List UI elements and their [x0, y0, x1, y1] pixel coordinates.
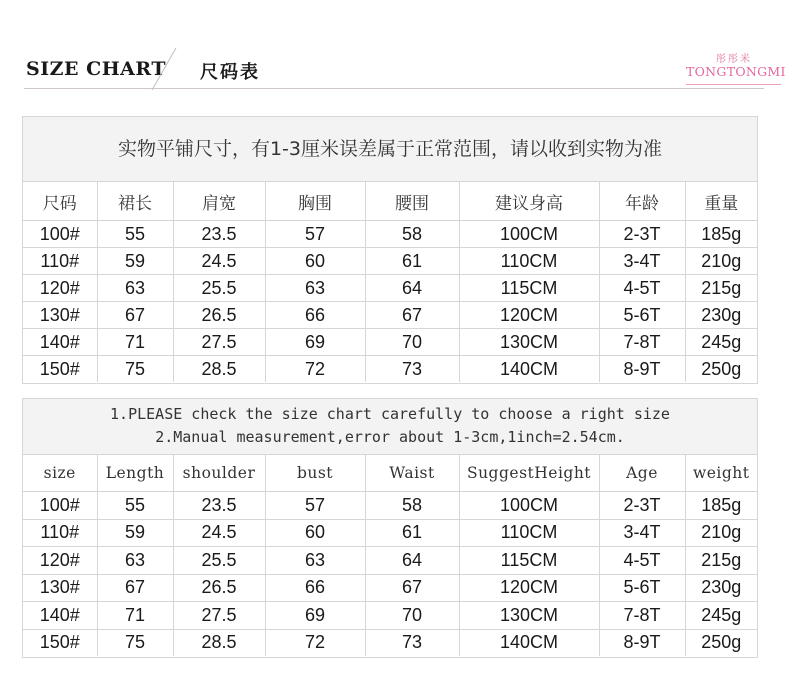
table-cell: 67	[97, 302, 173, 329]
table-row	[23, 629, 757, 656]
brand-underline	[686, 84, 781, 85]
table-row	[23, 574, 757, 602]
table-cell: 230g	[685, 574, 757, 602]
table-cell: 72	[265, 356, 365, 383]
table-cell: 2-3T	[599, 492, 685, 520]
table-cell: 64	[365, 275, 459, 302]
table-cell: 57	[265, 221, 365, 248]
table-cell: 130#	[23, 574, 97, 602]
table-cell: 70	[365, 602, 459, 630]
table-row	[23, 221, 757, 248]
table-header-row	[23, 182, 757, 221]
column-header: size	[23, 455, 97, 492]
table-cell: 3-4T	[599, 519, 685, 547]
column-header: Waist	[365, 455, 459, 492]
table-cell: 245g	[685, 329, 757, 356]
table-cell: 150#	[23, 629, 97, 656]
table-cell: 63	[265, 275, 365, 302]
table-row	[23, 519, 757, 547]
table-cell: 73	[365, 356, 459, 383]
table-cell: 185g	[685, 221, 757, 248]
table-cell: 3-4T	[599, 248, 685, 275]
column-header: Age	[599, 455, 685, 492]
table-body	[23, 221, 757, 383]
table-row	[23, 602, 757, 630]
table-cell: 63	[97, 547, 173, 575]
table-cell: 215g	[685, 275, 757, 302]
table-cell: 57	[265, 492, 365, 520]
table-cell: 140#	[23, 602, 97, 630]
table-cell: 27.5	[173, 602, 265, 630]
table-note-cn: 实物平铺尺寸，有1-3厘米误差属于正常范围，请以收到实物为准	[23, 117, 757, 182]
table-cell: 150#	[23, 356, 97, 383]
table-cell: 24.5	[173, 519, 265, 547]
note-line-2: 2.Manual measurement,error about 1-3cm,1inch=2.54cm.	[155, 428, 625, 446]
table-cell: 140#	[23, 329, 97, 356]
table-cell: 24.5	[173, 248, 265, 275]
header-divider	[24, 88, 764, 89]
table-cell: 210g	[685, 248, 757, 275]
table-cell: 215g	[685, 547, 757, 575]
table-cell: 8-9T	[599, 356, 685, 383]
table-cell: 55	[97, 221, 173, 248]
column-header: 胸围	[265, 182, 365, 221]
column-header: Length	[97, 455, 173, 492]
table-cell: 59	[97, 248, 173, 275]
table-cell: 110CM	[459, 248, 599, 275]
table-cell: 63	[265, 547, 365, 575]
divider-slash	[150, 46, 180, 92]
table-cell: 140CM	[459, 356, 599, 383]
page-title: SIZE CHART	[26, 58, 166, 80]
table-cell: 100#	[23, 221, 97, 248]
table-cell: 66	[265, 302, 365, 329]
table-cell: 66	[265, 574, 365, 602]
size-table	[23, 182, 757, 382]
table-cell: 100#	[23, 492, 97, 520]
table-cell: 69	[265, 329, 365, 356]
table-cell: 60	[265, 248, 365, 275]
table-note-en	[23, 399, 757, 455]
table-cell: 60	[265, 519, 365, 547]
table-cell: 58	[365, 492, 459, 520]
column-header: 建议身高	[459, 182, 599, 221]
table-cell: 5-6T	[599, 302, 685, 329]
table-cell: 130CM	[459, 329, 599, 356]
table-cell: 67	[365, 302, 459, 329]
table-cell: 70	[365, 329, 459, 356]
table-cell: 59	[97, 519, 173, 547]
table-cell: 27.5	[173, 329, 265, 356]
table-cell: 230g	[685, 302, 757, 329]
column-header: 重量	[685, 182, 757, 221]
table-cell: 250g	[685, 356, 757, 383]
column-header: shoulder	[173, 455, 265, 492]
table-row	[23, 547, 757, 575]
table-cell: 4-5T	[599, 275, 685, 302]
table-cell: 23.5	[173, 221, 265, 248]
note-line-1: 1.PLEASE check the size chart carefully to choose a right size	[110, 405, 670, 423]
table-cell: 140CM	[459, 629, 599, 656]
table-cell: 7-8T	[599, 602, 685, 630]
table-body	[23, 492, 757, 657]
table-row	[23, 248, 757, 275]
column-header: 尺码	[23, 182, 97, 221]
table-cell: 115CM	[459, 547, 599, 575]
table-cell: 120#	[23, 275, 97, 302]
column-header: 年龄	[599, 182, 685, 221]
table-row	[23, 492, 757, 520]
table-cell: 115CM	[459, 275, 599, 302]
table-cell: 120#	[23, 547, 97, 575]
table-cell: 25.5	[173, 275, 265, 302]
table-cell: 55	[97, 492, 173, 520]
table-cell: 28.5	[173, 356, 265, 383]
column-header: SuggestHeight	[459, 455, 599, 492]
table-cell: 23.5	[173, 492, 265, 520]
size-table-en	[22, 398, 758, 658]
table-row	[23, 356, 757, 383]
table-cell: 61	[365, 248, 459, 275]
brand-logo: TONGTONGMI	[686, 64, 786, 79]
table-cell: 26.5	[173, 574, 265, 602]
table-cell: 100CM	[459, 492, 599, 520]
table-header-row	[23, 455, 757, 492]
table-cell: 7-8T	[599, 329, 685, 356]
table-cell: 63	[97, 275, 173, 302]
size-table	[23, 455, 757, 656]
table-cell: 185g	[685, 492, 757, 520]
header	[0, 0, 790, 100]
table-cell: 210g	[685, 519, 757, 547]
table-cell: 61	[365, 519, 459, 547]
table-row	[23, 275, 757, 302]
table-cell: 120CM	[459, 574, 599, 602]
table-cell: 73	[365, 629, 459, 656]
table-cell: 4-5T	[599, 547, 685, 575]
table-cell: 120CM	[459, 302, 599, 329]
column-header: bust	[265, 455, 365, 492]
table-cell: 75	[97, 356, 173, 383]
column-header: 裙长	[97, 182, 173, 221]
table-cell: 25.5	[173, 547, 265, 575]
table-cell: 28.5	[173, 629, 265, 656]
table-cell: 71	[97, 602, 173, 630]
table-row	[23, 302, 757, 329]
column-header: 肩宽	[173, 182, 265, 221]
table-cell: 110#	[23, 519, 97, 547]
size-table-cn	[22, 116, 758, 384]
table-cell: 71	[97, 329, 173, 356]
table-cell: 58	[365, 221, 459, 248]
table-cell: 72	[265, 629, 365, 656]
table-cell: 110#	[23, 248, 97, 275]
table-cell: 5-6T	[599, 574, 685, 602]
table-cell: 250g	[685, 629, 757, 656]
column-header: 腰围	[365, 182, 459, 221]
table-cell: 245g	[685, 602, 757, 630]
table-cell: 64	[365, 547, 459, 575]
table-cell: 75	[97, 629, 173, 656]
table-cell: 100CM	[459, 221, 599, 248]
brand-name-cn: 彤彤米	[716, 54, 752, 65]
column-header: weight	[685, 455, 757, 492]
table-cell: 110CM	[459, 519, 599, 547]
table-cell: 69	[265, 602, 365, 630]
table-cell: 26.5	[173, 302, 265, 329]
table-cell: 67	[365, 574, 459, 602]
table-cell: 130CM	[459, 602, 599, 630]
table-row	[23, 329, 757, 356]
table-cell: 8-9T	[599, 629, 685, 656]
table-cell: 67	[97, 574, 173, 602]
table-cell: 130#	[23, 302, 97, 329]
table-cell: 2-3T	[599, 221, 685, 248]
page-title-cn: 尺码表	[200, 62, 260, 83]
